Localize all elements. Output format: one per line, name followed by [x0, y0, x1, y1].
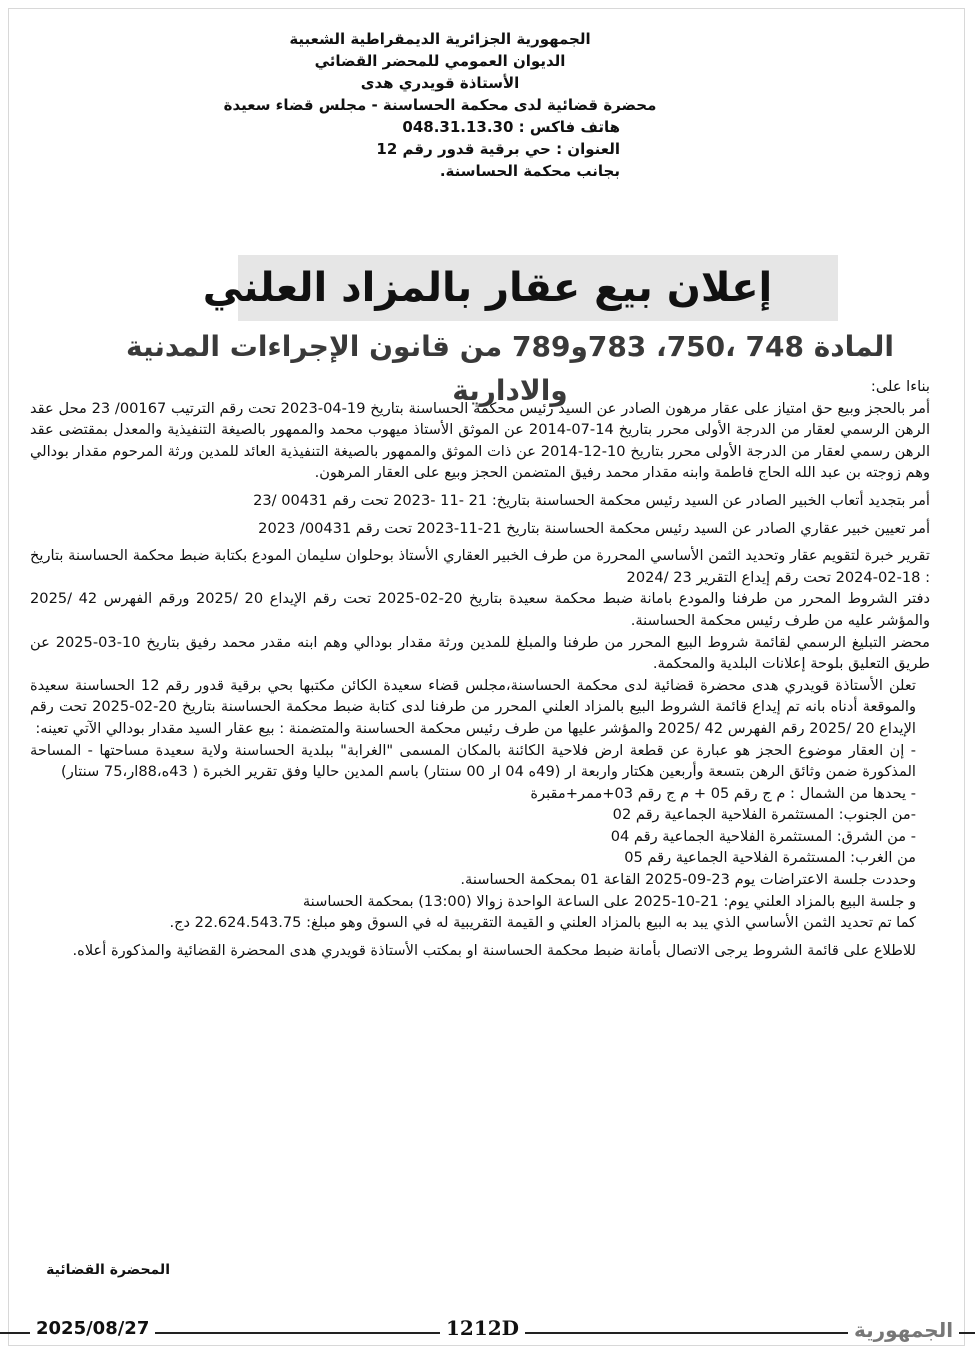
paragraph-notification: محضر التبليغ الرسمي لقائمة شروط البيع المحرر من طرفنا والمبلغ للمدين ورثة مقدار بودالي وهم ابنه مقدر محمد رفيق بتاريخ 10-03-2025 عن طريق التعليق بلوحة إعلانات البلدية والمحكمة. — [30, 633, 930, 673]
header-office: الديوان العمومي للمحضر القضائي — [314, 52, 566, 70]
intro-label: بناءا على: — [870, 378, 930, 395]
header-address: العنوان : حي برقية قدور رقم 12 — [376, 140, 620, 158]
paragraph-seizure-order: أمر بالحجز وبيع حق امتياز على عقار مرهون الصادر عن السيد رئيس محكمة الحساسنة بتاريخ 19-04-2023 تحت رقم الترتيب 00167/ 23 محل عقد الرهن الرسمي لعقار من الدرجة الأولى محرر بتاريخ 14-07-2014 عن الموثق الأستاذ ميهوب محمد والممهور بالصيغة التنفيذية والمعدل بمقتضى عقد الرهن رسمي لعقار من الدرجة الأولى محرر بتاريخ 10-12-2014 عن ذات الموثق والممهور بالصيغة التنفيذية العائد للمدين ورثة المرحوم مقدار بودالي وهم زوجته بن عبد الله الحاج فاطمة وابنه مقدار محمد رفيق المتضمن الحجز وبيع على العقار المرهون. — [30, 399, 930, 482]
paragraph-expert-fees: أمر بتجديد أتعاب الخبير الصادر عن السيد رئيس محكمة الحساسنة بتاريخ: 21 -11 -2023 تحت رقم 00431 /23 — [253, 491, 930, 509]
footer-code: 1212D — [440, 1316, 525, 1340]
header-court: محضرة قضائية لدى محكمة الحساسنة - مجلس قضاء سعيدة — [223, 96, 657, 114]
paragraph-conditions-book: دفتر الشروط المحرر من طرفنا والمودع بامانة ضبط محكمة سعيدة بتاريخ 20-02-2025 تحت رقم الإيداع 20 /2025 ورقم الفهرس 42 /2025 والمؤشر عليه من طرف رئيس محكمة الحساسنة. — [30, 590, 930, 629]
footer-date: 2025/08/27 — [30, 1318, 155, 1339]
header-phone: هاتف فاكس : 048.31.13.30 — [402, 118, 620, 136]
base-price: كما تم تحديد الثمن الأساسي الذي يبد به البيع بالمزاد العلني و القيمة التقريبية له في السوق وهو مبلغ: 22.624.543.75 دج. — [169, 914, 916, 932]
publication-logo: الجمهورية — [848, 1318, 959, 1342]
boundary-south: -من الجنوب: المستثمرة الفلاحية الجماعية رقم 02 — [612, 806, 916, 824]
paragraph-property: - إن العقار موضوع الحجز هو عبارة عن قطعة ارض فلاحية الكائنة بالمكان المسمى "الغرابة" ببلدية الحساسنة ولاية سعيدة مساحتها - المساحة المذكورة ضمن وثائق الرهن بتسعة وأربعين هكتار واربعة ار (49ه 04 ار 00 سنتار) باسم المدين حاليا وفق تقرير الخبرة ( 43ه،88ار،75 سنتار) — [30, 741, 916, 781]
signature: المحضرة القضائية — [46, 1262, 170, 1278]
announcement-body — [30, 376, 930, 961]
paragraph-announcement: تعلن الأستاذة قويدري هدى محضرة قضائية لدى محكمة الحساسنة،مجلس قضاء سعيدة الكائن مكتبها بحي برقية قدور رقم 12 الحساسنة سعيدة والموقعة أدناه بانه تم إيداع قائمة الشروط البيع بالمزاد العلني المحرر من طرفنا لدى كتابة ضبط محكمة الحساسنة بتاريخ 20-02-2025 تحت رقم الإيداع 20 /2025 رقم الفهرس 42 /2025 والمؤشر عليها من طرف رئيس محكمة الحساسنة والمتضمنة : بيع عقار السيد مقدار بودالي الآتي تعينه: — [30, 676, 916, 737]
header-republic: الجمهورية الجزائرية الديمقراطية الشعبية — [289, 30, 591, 48]
letterhead — [200, 28, 680, 182]
paragraph-expert-appointment: أمر تعيين خبير عقاري الصادر عن السيد رئيس محكمة الحساسنة بتاريخ 21-11-2023 تحت رقم 00431/ 2023 — [258, 519, 930, 537]
contact-info: للاطلاع على قائمة الشروط يرجى الاتصال بأمانة ضبط محكمة الحساسنة او بمكتب الأستاذة قويدري هدى المحضرة القضائية والمذكورة أعلاه. — [72, 941, 916, 959]
auction-session: و جلسة البيع بالمزاد العلني يوم: 21-10-2025 على الساعة الواحدة زوالا (13:00) بمحكمة الحساسنة — [302, 892, 916, 910]
paragraph-expert-report: تقرير خبرة لتقويم عقار وتحديد الثمن الأساسي المحررة من طرف الخبير العقاري الأستاذ بوحلوان سليمان المودع بكتابة ضبط محكمة الحساسنة بتاريخ : 18-02-2024 تحت رقم إيداع التقرير 23 /2024 — [30, 547, 930, 586]
page-title: إعلان بيع عقار بالمزاد العلني — [202, 265, 773, 311]
header-bailiff-name: الأستاذة قويدري هدى — [360, 74, 520, 92]
boundary-west: من الغرب: المستثمرة الفلاحية الجماعية رقم 05 — [624, 849, 916, 867]
boundary-north: - يحدها من الشمال : م ج رقم 05 + م ج رقم 03+ممر+مقبرة — [530, 784, 916, 802]
boundary-east: - من الشرق: المستثمرة الفلاحية الجماعية رقم 04 — [610, 827, 916, 845]
objections-session: وحددت جلسة الاعتراضات يوم 23-09-2025 القاعة 01 بمحكمة الحساسنة. — [460, 871, 916, 889]
header-address-note: بجانب محكمة الحساسنة. — [439, 162, 620, 180]
page-subtitle: المادة 748 ،750، 783و789 من قانون الإجراءات المدنية والادارية — [125, 330, 895, 407]
